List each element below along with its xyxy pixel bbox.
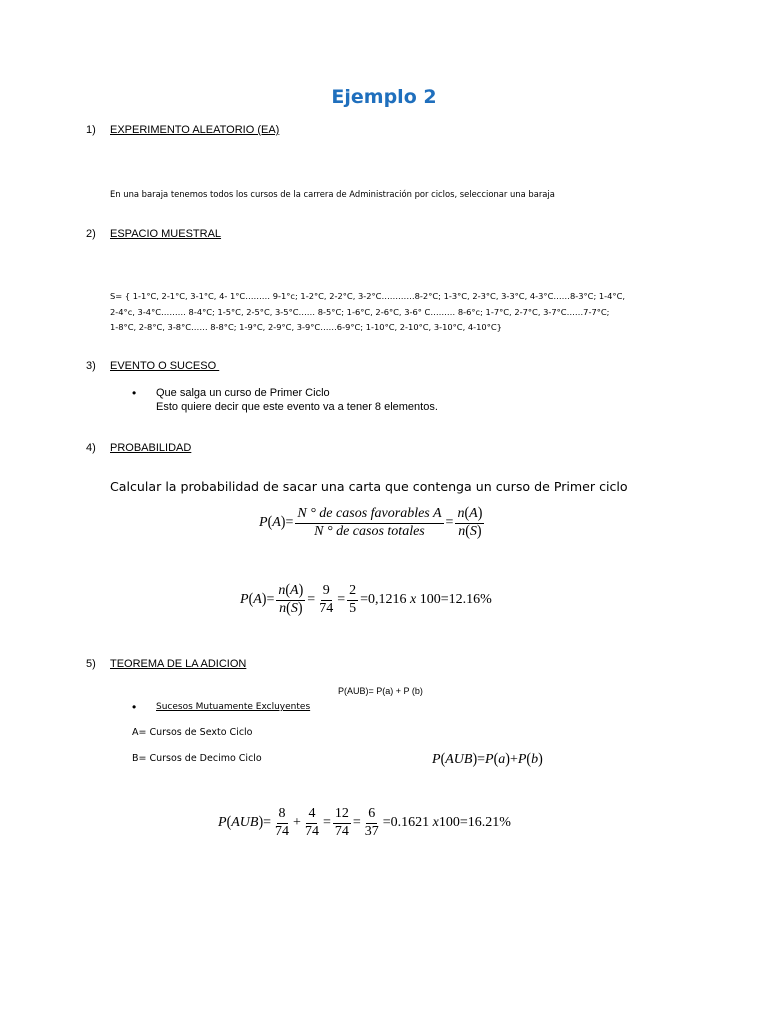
fraction-numerator: 9: [321, 584, 332, 601]
probability-result-formula: P ( A ) = $\frac{n(A)}{n(S)}$ = $\frac{9}{74}$ = $\frac{2}{5}$ = 0,1216 x 100 = 12.16 %: [240, 581, 492, 617]
equals-sign: =: [307, 592, 316, 607]
event-line-2: Esto quiere decir que este evento va a tener 8 elementos.: [156, 401, 438, 413]
fraction-denominator: 5: [349, 600, 357, 616]
section-heading-teorema: TEOREMA DE LA ADICION: [110, 658, 247, 670]
formula-symbol: b: [531, 752, 539, 767]
formula-symbol: P: [432, 752, 441, 767]
equals-sign: =: [477, 752, 486, 767]
equals-sign: =: [360, 592, 368, 607]
formula-symbol: P: [517, 752, 527, 767]
equals-sign: =: [337, 592, 346, 607]
formula-symbol: P: [259, 515, 268, 530]
formula-result: 12.16: [448, 592, 481, 607]
definition-b: B= Cursos de Decimo Ciclo: [132, 753, 262, 764]
formula-symbol: S: [469, 523, 477, 539]
formula-value: 100: [438, 815, 460, 830]
formula-value: 100: [419, 592, 441, 607]
equals-sign: =: [266, 592, 275, 607]
section-number-4: 4): [86, 442, 96, 454]
formula-symbol: A: [290, 582, 299, 598]
percent-sign: %: [480, 592, 492, 607]
event-line-1: Que salga un curso de Primer Ciclo: [156, 387, 330, 399]
subheading-mutually-exclusive: Sucesos Mutuamente Excluyentes: [156, 702, 311, 712]
formula-symbol: A: [272, 515, 281, 530]
fraction-numerator: 6: [366, 807, 377, 824]
definition-a: A= Cursos de Sexto Ciclo: [132, 727, 253, 738]
formula-symbol: n: [279, 600, 287, 616]
formula-symbol: A: [469, 505, 478, 521]
fraction-denominator: N ° de casos totales: [314, 523, 425, 539]
percent-sign: %: [499, 815, 511, 830]
equals-sign: =: [263, 815, 272, 830]
equals-sign: =: [382, 815, 391, 830]
sample-space-line-3: 1-8°C, 2-8°C, 3-8°C…… 8-8°C; 1-9°C, 2-9°C, 3-9°C……6-9°C; 1-10°C, 2-10°C, 3-10°C, 4-10°C}: [110, 322, 502, 332]
formula-result: 16.21: [467, 815, 500, 830]
fraction-denominator: 74: [304, 823, 319, 839]
equals-sign: =: [352, 815, 361, 830]
addition-rule-formula: P ( AUB ) = P ( a ) + P ( b ): [432, 750, 543, 769]
fraction-denominator: 37: [364, 823, 379, 839]
fraction-numerator: N ° de casos favorables A: [297, 505, 442, 521]
formula-symbol: x: [410, 592, 417, 607]
formula-symbol: A: [253, 592, 262, 607]
section-number-1: 1): [86, 124, 96, 136]
formula-symbol: P: [240, 592, 249, 607]
page-title: Ejemplo 2: [331, 86, 437, 108]
equals-sign: =: [445, 515, 454, 530]
formula-symbol: a: [498, 752, 506, 767]
formula-symbol: n: [278, 582, 286, 598]
section-heading-probabilidad: PROBABILIDAD: [110, 442, 192, 454]
plus-sign: +: [293, 815, 301, 830]
formula-symbol: n: [457, 505, 465, 521]
formula-value: 0,1216: [368, 592, 407, 607]
probability-question: Calcular la probabilidad de sacar una carta que contenga un curso de Primer ciclo: [110, 479, 628, 494]
section-heading-experimento: EXPERIMENTO ALEATORIO (EA): [110, 124, 280, 136]
formula-symbol: x: [432, 815, 439, 830]
fraction-denominator: 74: [275, 823, 290, 839]
formula-symbol: n: [458, 523, 466, 539]
sample-space-line-2: 2-4°c, 3-4°C……… 8-4°C; 1-5°C, 2-5°C, 3-5°C…… 8-5°C; 1-6°C, 2-6°C, 3-6° C……… 8-6°c; 1-7°C, 2-7°C, 3-7°C……7-7°C;: [110, 307, 610, 317]
experiment-description: En una baraja tenemos todos los cursos de la carrera de Administración por ciclos, seleccionar una baraja: [110, 189, 555, 199]
fraction-denominator: 74: [334, 823, 349, 839]
formula-symbol: AUB: [231, 815, 259, 830]
fraction-numerator: 12: [333, 807, 351, 824]
plus-sign: +: [509, 752, 518, 767]
fraction-denominator: 74: [319, 600, 334, 616]
addition-rule-text: P(AUB)= P(a) + P (b): [338, 686, 423, 696]
formula-value: 0.1621: [390, 815, 430, 830]
sample-space-line-1: S= { 1-1°C, 2-1°C, 3-1°C, 4- 1°C……… 9-1°c; 1-2°C, 2-2°C, 3-2°C…………8-2°C; 1-3°C, 2-3°C, 3-3°C, 4-3°C……8-3°C; 1-4°C,: [110, 291, 626, 301]
equals-sign: =: [440, 592, 449, 607]
subheading-bullet: •: [132, 700, 137, 714]
section-heading-espacio: ESPACIO MUESTRAL: [110, 228, 222, 240]
equals-sign: =: [459, 815, 468, 830]
equals-sign: =: [322, 815, 331, 830]
fraction-numerator: 2: [347, 584, 358, 601]
formula-symbol: S: [290, 600, 298, 616]
formula-symbol: P: [485, 752, 494, 767]
equals-sign: =: [285, 515, 294, 530]
section-heading-evento: EVENTO O SUCESO: [110, 360, 220, 372]
section-number-2: 2): [86, 228, 96, 240]
probability-definition-formula: P ( A ) = $\frac{\text{N ° de casos favorables A}}{\text{N ° de casos totales}}$ = $\frac{n(A)}{n(S)}$: [259, 504, 483, 540]
addition-result-formula: P ( AUB ) = $\frac{8}{74}$ + $\frac{4}{74}$ = $\frac{12}{74}$ = $\frac{6}{37}$ = 0.1621 x 100 = 16.21 %: [218, 805, 511, 839]
section-number-5: 5): [86, 658, 96, 670]
section-number-3: 3): [86, 360, 96, 372]
fraction-numerator: 4: [306, 807, 317, 824]
formula-symbol: P: [218, 815, 227, 830]
formula-symbol: AUB: [445, 752, 473, 767]
fraction-numerator: 8: [277, 807, 288, 824]
event-bullet: •: [132, 386, 137, 400]
